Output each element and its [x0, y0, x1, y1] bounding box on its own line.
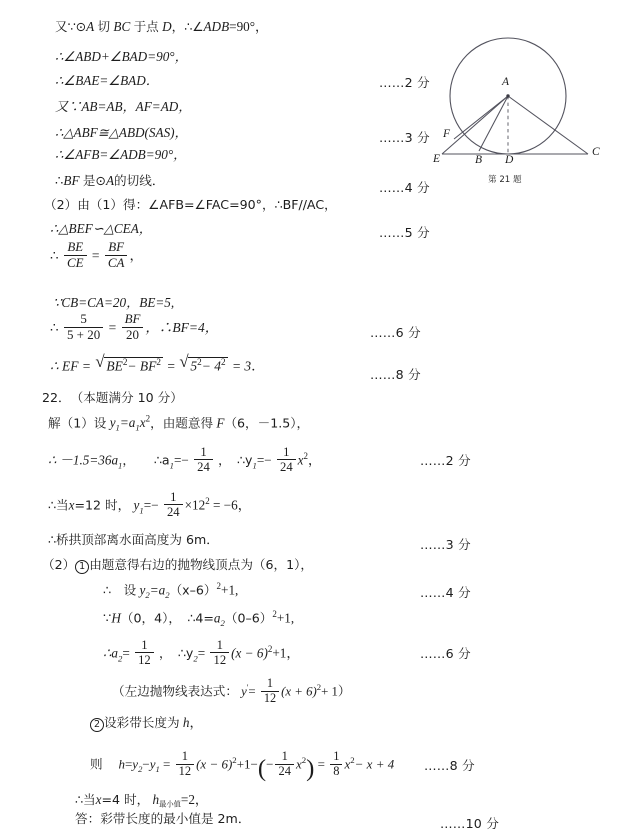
punctuation: ， — [189, 715, 203, 730]
subscript: 2 — [138, 764, 143, 775]
numerator: 5 — [80, 311, 87, 326]
score-marker-22-4: ……4 分 — [420, 585, 471, 600]
problem-22-heading: 22． （本题满分 10 分） — [42, 390, 183, 405]
numerator: 1 — [170, 490, 177, 504]
equals: =− — [173, 452, 189, 468]
text-segment: ，∴∠ — [171, 19, 204, 34]
binomial: (x − 6) — [196, 756, 233, 772]
text-segment: 解（1）设 — [48, 415, 107, 431]
proof-line-abd-bad: ∴∠ABD+∠BAD=90°， — [55, 49, 188, 64]
text-segment: ， ∴y — [159, 645, 194, 661]
text-segment: 的切线． — [114, 173, 165, 188]
result: = −6， — [213, 497, 251, 513]
numerator: 1 — [216, 638, 223, 652]
binomial: （x–6） — [169, 582, 217, 598]
subscript: 2 — [193, 653, 198, 664]
variable-h: h — [152, 792, 160, 807]
punctuation: ， — [308, 452, 322, 468]
fraction-be-ce — [64, 240, 87, 270]
therefore-symbol: ∴ — [50, 319, 59, 335]
exponent: 2 — [232, 755, 237, 766]
fraction-1-over-12-c — [261, 677, 279, 706]
variable-x: x — [297, 452, 304, 468]
proof-line-afb-adb: ∴∠AFB=∠ADB=90°， — [55, 147, 187, 162]
term: BE — [106, 358, 123, 374]
fraction-1-over-12-d — [176, 750, 194, 779]
numerator: 1 — [141, 638, 148, 652]
proof-line-bae-bad: ∴∠BAE=∠BAD． — [55, 73, 159, 88]
equals: = — [122, 645, 130, 661]
fraction-1-over-24-b — [277, 445, 296, 474]
text-segment: 于点 — [133, 19, 159, 34]
line-ea — [442, 96, 508, 154]
denominator: 24 — [277, 459, 296, 474]
fraction-1-over-8 — [330, 750, 342, 779]
equals: = — [248, 684, 256, 699]
because-symbol: ∵ — [103, 610, 112, 626]
p22-part2-sub2 — [90, 716, 203, 732]
exponent: 2 — [267, 644, 273, 655]
p22-solve-a2 — [103, 638, 300, 667]
text-segment: （左边抛物线表达式： — [112, 683, 238, 699]
segment-bc: BC — [113, 19, 131, 34]
variable-y: y — [241, 684, 247, 699]
numerator: 1 — [283, 445, 290, 459]
figure-label-c: C — [592, 146, 600, 158]
therefore-symbol: ∴ — [55, 173, 64, 188]
variable-x: x — [95, 792, 102, 807]
ratio-equation-symbolic: ∴ $\frac{BE}{CE}$ = $\frac{BF}{CA}$ ， — [50, 239, 143, 270]
term: − 4 — [201, 358, 221, 374]
minus: − — [266, 756, 274, 772]
fraction-1-over-24-d — [275, 750, 293, 779]
proof-line-ab-af: 又∵AB=AB，AF=AD， — [55, 99, 192, 114]
p22-solve-a1: ∴ $-1.5=36a_1$， $\therefore a_1=-$ $\frac{1}{24}$ ， $\therefore y_1=-$ $\frac{1}{24}$ $x^2$， — [48, 445, 322, 475]
equals: = — [197, 645, 206, 661]
term: − BF — [127, 358, 157, 374]
point-d: D — [162, 19, 172, 34]
score-marker-22-6: ……6 分 — [420, 646, 471, 661]
circle-a: A — [105, 173, 115, 188]
denominator: 24 — [275, 764, 293, 779]
fraction-1-over-12 — [135, 638, 154, 667]
text-segment: （2） — [42, 557, 76, 572]
subscript: 1 — [169, 460, 174, 471]
denominator: CA — [105, 255, 128, 271]
subscript: 1 — [155, 764, 160, 775]
variable-x: x — [68, 497, 75, 513]
coordinates: （6，－1.5）， — [224, 415, 310, 431]
subscript: 1 — [252, 460, 257, 471]
circled-number-1: 1 — [75, 560, 89, 574]
equals: = — [317, 756, 325, 772]
therefore-symbol: ∴ — [50, 247, 59, 263]
circled-number-2: 2 — [90, 718, 104, 732]
exponent: 2 — [216, 581, 222, 591]
numerator: BE — [67, 239, 84, 254]
score-marker-2: ……2 分 — [379, 75, 430, 90]
subscript: 1 — [139, 505, 144, 516]
radicand: $5^2- 4^2$ — [190, 357, 226, 374]
score-marker-22-10: ……10 分 — [440, 816, 500, 831]
equals: =− — [143, 497, 159, 513]
score-marker-3: ……3 分 — [379, 130, 430, 145]
vertex-a-dot — [506, 94, 509, 97]
subscript: 2 — [145, 590, 150, 601]
constant: +1, — [276, 610, 295, 626]
proof-line-congruent: ∴△ABF≅△ABD(SAS)， — [55, 125, 188, 140]
fraction-1-over-24 — [194, 445, 213, 474]
score-marker-5: ……5 分 — [379, 225, 430, 240]
subscript: 2 — [165, 590, 170, 601]
p22-evaluate-x12: ∴当x=12 时， $y_1=-$ $\frac{1}{24}$ $\times 12^2 = -6$， — [48, 490, 251, 520]
exponent: 2 — [316, 682, 322, 693]
radical-25-16 — [179, 357, 227, 373]
variable-h: h — [118, 756, 125, 772]
line-ab — [479, 96, 508, 151]
term: 5 — [190, 358, 198, 374]
value: =2， — [180, 792, 209, 807]
score-marker-22-3: ……3 分 — [420, 537, 471, 552]
text-segment: 切 — [97, 19, 111, 34]
radicand: $BE^2- BF^2$ — [106, 357, 161, 374]
equals: = — [167, 358, 175, 374]
variable-y: y — [133, 497, 140, 513]
denominator: 8 — [330, 764, 342, 779]
score-marker-8: ……8 分 — [370, 367, 421, 382]
text-segment: =90°， — [229, 19, 269, 34]
point-f: F — [216, 415, 225, 431]
score-marker-4: ……4 分 — [379, 180, 430, 195]
line-ac — [508, 96, 588, 154]
constant: +1, — [221, 582, 239, 598]
numerator: 1 — [281, 749, 288, 763]
result-bf: ，∴BF=4， — [145, 319, 219, 335]
score-marker-22-8: ……8 分 — [424, 758, 475, 773]
p22-h-expression — [90, 749, 395, 782]
text-segment: 由题意得右边的抛物线顶点为（6，1）， — [89, 557, 314, 572]
equals-a: =a — [149, 582, 166, 598]
prime-mark: ' — [246, 682, 249, 693]
numerator: 1 — [266, 676, 274, 690]
segment-bf: BF — [63, 173, 80, 188]
numerator: 1 — [200, 445, 207, 459]
variable-x: x — [295, 756, 302, 772]
point-h: H — [111, 610, 121, 626]
angle-adb: ADB — [203, 19, 230, 34]
denominator: CE — [64, 255, 87, 271]
point-a: A — [86, 19, 95, 34]
variable-y: y — [149, 756, 156, 772]
subscript: 2 — [220, 618, 225, 629]
polynomial-tail: − x + 4 — [354, 756, 395, 772]
fraction-1-over-12-b — [210, 638, 229, 667]
denominator: 12 — [261, 691, 279, 706]
punctuation: ． — [251, 358, 265, 374]
denominator: 12 — [210, 652, 229, 667]
minus: − — [142, 756, 150, 772]
numerator: BF — [124, 311, 141, 326]
ef-computation — [50, 357, 265, 373]
subscript: 1 — [135, 423, 140, 434]
variable-x: x — [139, 415, 146, 431]
p22-substitute-h — [103, 610, 294, 628]
proof-line-bf-tangent — [55, 174, 164, 188]
figure-label-a: A — [502, 76, 510, 88]
binomial: （0–6） — [224, 610, 273, 626]
fraction-5-over-25 — [64, 312, 103, 342]
variable-y: y — [109, 415, 116, 431]
equals: =− — [256, 452, 272, 468]
geometry-figure-problem-21 — [432, 18, 628, 193]
left-paren-big: ( — [257, 754, 267, 782]
expr-y1: $y_1=a_1x^2$ — [109, 414, 151, 434]
punctuation: ， — [129, 247, 143, 263]
text-segment: ∴ 设 — [103, 582, 137, 598]
fraction-bf-over-20 — [122, 312, 144, 342]
denominator: 12 — [176, 764, 194, 779]
ratio-equation-numeric: ∴ $\frac{5}{5 + 20}$ = $\frac{BF}{20}$ ，∴BF=4， — [50, 311, 219, 342]
text-segment: =12 时， — [74, 497, 131, 513]
variable-a: a — [213, 610, 221, 626]
binomial: (x + 6) — [281, 684, 317, 699]
denominator: 20 — [122, 327, 144, 343]
p22-set-y2 — [103, 582, 238, 600]
text-segment: ， ∴a — [122, 452, 170, 468]
text-segment: 是⊙ — [82, 173, 106, 188]
variable-x: x — [344, 756, 351, 772]
subscript: 2 — [117, 653, 123, 664]
proof-line-tangent-adb — [55, 20, 268, 34]
exponent: 2 — [350, 755, 355, 766]
exponent: 2 — [272, 609, 277, 619]
numerator: 1 — [181, 749, 188, 763]
numerator: BF — [108, 239, 125, 254]
text-segment: =4 时， — [101, 792, 150, 807]
given-values: ∵CB=CA=20，BE=5, — [53, 295, 175, 310]
figure-label-b: B — [475, 154, 483, 166]
figure-label-e: E — [433, 153, 441, 165]
radical-be2-bf2 — [95, 357, 163, 373]
text-segment: ， ∴y — [218, 452, 253, 468]
score-marker-22-2: ……2 分 — [420, 453, 471, 468]
part2-intro: （2）由（1）得：∠AFB=∠FAC=90°，∴BF//AC， — [44, 197, 337, 212]
text-segment: 设彩带长度为 — [104, 715, 180, 730]
constant: +1， — [272, 645, 300, 661]
p22-part2-vertex — [42, 558, 313, 574]
figure-caption: 第 21 题 — [488, 175, 522, 185]
p22-final-answer: 答：彩带长度的最小值是 2m． — [75, 811, 251, 826]
constant: + 1） — [321, 684, 351, 699]
ef-value: = 3 — [231, 358, 252, 374]
denominator: 5 + 20 — [64, 327, 103, 343]
therefore-a2: ∴a — [103, 645, 118, 661]
line-af — [454, 96, 508, 139]
text-segment: ，由题意得 — [150, 415, 214, 431]
operator: +1− — [236, 756, 258, 772]
subscript: 1 — [118, 460, 123, 471]
p22-min-value — [75, 793, 208, 808]
figure-svg — [432, 18, 628, 193]
binomial: (x − 6) — [231, 645, 268, 661]
exponent: 2 — [301, 755, 307, 766]
denominator: 12 — [135, 652, 154, 667]
variable-y: y — [139, 582, 146, 598]
ef-label: ∴ EF = — [50, 358, 91, 374]
similar-triangles: ∴△BEF∽△CEA， — [50, 221, 152, 236]
p22-left-parabola-note — [112, 677, 351, 706]
multiply-term: ×12 — [184, 497, 206, 513]
denominator: 24 — [194, 459, 213, 474]
score-marker-6: ……6 分 — [370, 325, 421, 340]
denominator: 24 — [164, 504, 183, 519]
equation-start: ∴ －1.5=36a — [48, 452, 119, 468]
text-segment: 则 — [90, 756, 116, 772]
equals: = — [124, 756, 133, 772]
fraction-bf-ca — [105, 240, 128, 270]
text-segment: ∴当 — [75, 792, 96, 807]
fraction-1-over-24-c — [164, 490, 183, 519]
text-segment: ∴当 — [48, 497, 69, 513]
text-segment: 又∵⊙ — [55, 19, 87, 34]
variable-h: h — [182, 715, 190, 730]
p22-part1-setup — [48, 415, 309, 433]
p22-conclusion-height: ∴桥拱顶部离水面高度为 6m． — [48, 532, 219, 547]
equals: = — [163, 756, 171, 772]
subscript-min: 最小值 — [159, 799, 181, 809]
variable-y: y — [132, 756, 139, 772]
numerator: 1 — [333, 749, 340, 763]
subscript: 1 — [115, 423, 120, 434]
right-paren-big: ) — [306, 754, 315, 782]
figure-label-f: F — [443, 128, 451, 140]
coordinates: （0，4）， ∴4= — [120, 610, 214, 626]
figure-label-d: D — [505, 154, 514, 166]
equals-a: =a — [119, 415, 136, 431]
